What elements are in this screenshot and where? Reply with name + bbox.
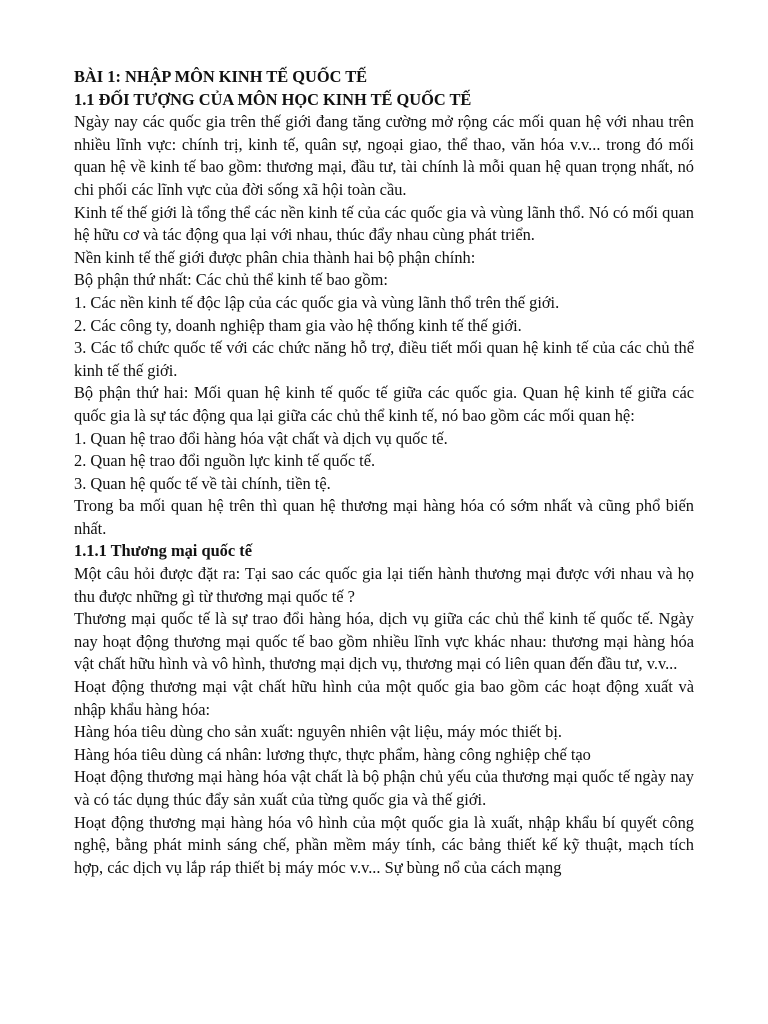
paragraph-intangible-trade: Hoạt động thương mại hàng hóa vô hình của một quốc gia là xuất, nhập khẩu bí quyết công nghệ, bằng phát minh sáng chế, phần mềm máy tính, các bảng thiết kế kỹ thuật, mạch tích hợp, các dịch vụ lắp ráp thiết bị máy móc v.v... Sự bùng nổ của cách mạng bbox=[74, 812, 694, 877]
paragraph-consumer-goods: Hàng hóa tiêu dùng cá nhân: lương thực, thực phẩm, hàng công nghiệp chế tạo bbox=[74, 744, 591, 764]
paragraph-two-parts: Nền kinh tế thế giới được phân chia thành hai bộ phận chính: bbox=[74, 247, 476, 267]
document-title: BÀI 1: NHẬP MÔN KINH TẾ QUỐC TẾ bbox=[74, 67, 368, 86]
subsection-heading: 1.1.1 Thương mại quốc tế bbox=[74, 541, 252, 561]
section-heading: 1.1 ĐỐI TƯỢNG CỦA MÔN HỌC KINH TẾ QUỐC TẾ bbox=[74, 89, 472, 109]
paragraph-world-economy: Kinh tế thế giới là tổng thể các nền kinh tế của các quốc gia và vùng lãnh thổ. Nó có mối quan hệ hữu cơ và tác động qua lại với nhau, thúc đẩy nhau cùng phát triển. bbox=[74, 202, 694, 245]
list-item: 2. Quan hệ trao đổi nguồn lực kinh tế quốc tế. bbox=[74, 451, 376, 471]
paragraph-definition: Thương mại quốc tế là sự trao đổi hàng hóa, dịch vụ giữa các chủ thể kinh tế quốc tế. Ngày nay hoạt động thương mại quốc tế bao gồm nhiều lĩnh vực khác nhau: thương mại hàng hóa vật chất hữu hình và vô hình, thương mại dịch vụ, thương mại có liên quan đến đầu tư, v.v... bbox=[74, 609, 694, 674]
document-page bbox=[74, 66, 694, 879]
list-item: 3. Các tổ chức quốc tế với các chức năng hỗ trợ, điều tiết mối quan hệ kinh tế của các chủ thể kinh tế thế giới. bbox=[74, 338, 694, 380]
paragraph-question: Một câu hỏi được đặt ra: Tại sao các quốc gia lại tiến hành thương mại được với nhau và họ thu được những gì từ thương mại quốc tế ? bbox=[74, 564, 694, 606]
paragraph-part-two: Bộ phận thứ hai: Mối quan hệ kinh tế quốc tế giữa các quốc gia. Quan hệ kinh tế giữa các quốc gia là sự tác động qua lại giữa các chủ thể kinh tế, nó bao gồm các mối quan hệ: bbox=[74, 383, 694, 425]
list-item: 3. Quan hệ quốc tế về tài chính, tiền tệ. bbox=[74, 473, 331, 493]
paragraph-material-trade: Hoạt động thương mại hàng hóa vật chất là bộ phận chủ yếu của thương mại quốc tế ngày nay và có tác dụng thúc đẩy sản xuất của từng quốc gia và thế giới. bbox=[74, 767, 694, 809]
paragraph-tangible-trade: Hoạt động thương mại vật chất hữu hình của một quốc gia bao gồm các hoạt động xuất và nhập khẩu hàng hóa: bbox=[74, 677, 694, 719]
paragraph-production-goods: Hàng hóa tiêu dùng cho sản xuất: nguyên nhiên vật liệu, máy móc thiết bị. bbox=[74, 722, 562, 742]
list-item: 1. Quan hệ trao đổi hàng hóa vật chất và dịch vụ quốc tế. bbox=[74, 428, 448, 448]
list-item: 1. Các nền kinh tế độc lập của các quốc gia và vùng lãnh thổ trên thế giới. bbox=[74, 292, 560, 312]
list-item: 2. Các công ty, doanh nghiệp tham gia vào hệ thống kinh tế thế giới. bbox=[74, 315, 522, 335]
paragraph-intro: Ngày nay các quốc gia trên thế giới đang tăng cường mở rộng các mối quan hệ với nhau trên nhiều lĩnh vực: chính trị, kinh tế, quân sự, ngoại giao, thể thao, văn hóa v.v... trong đó mối quan hệ về kinh tế bao gồm: thương mại, đầu tư, tài chính là mỗi quan hệ quan trọng nhất, nó chi phối các lĩnh vực của đời sống xã hội toàn cầu. bbox=[74, 112, 694, 199]
paragraph-conclusion: Trong ba mối quan hệ trên thì quan hệ thương mại hàng hóa có sớm nhất và cũng phổ biến nhất. bbox=[74, 496, 694, 538]
paragraph-part-one: Bộ phận thứ nhất: Các chủ thể kinh tế bao gồm: bbox=[74, 270, 388, 290]
